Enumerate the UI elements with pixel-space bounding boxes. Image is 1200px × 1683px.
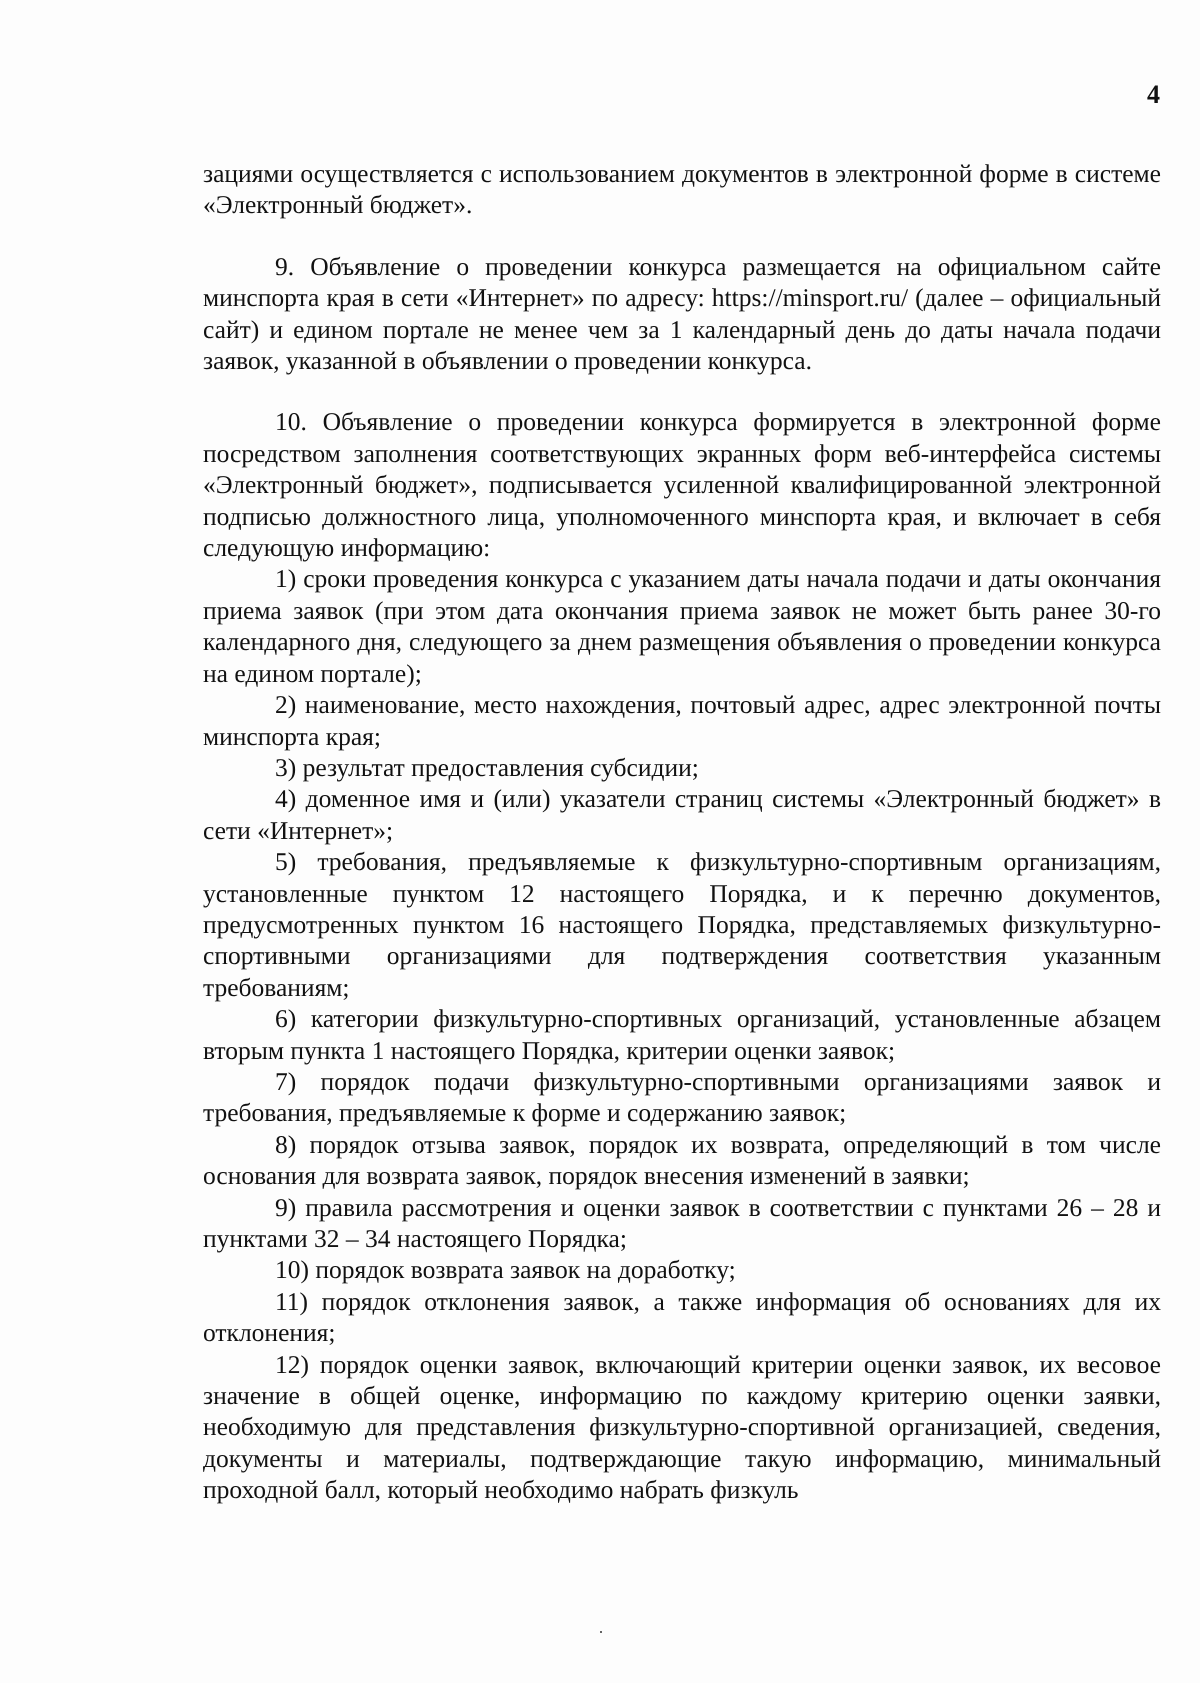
list-item-7: 7) порядок подачи физкультурно-спортивными организациями заявок и требования, предъявляемые к форме и содержанию заявок; [203,1066,1161,1128]
list-item-8: 8) порядок отзыва заявок, порядок их возврата, определяющий в том числе основания для возврата заявок, порядок внесения изменений в заявки; [203,1129,1161,1191]
list-item-9: 9) правила рассмотрения и оценки заявок в соответствии с пунктами 26 – 28 и пунктами 32 – 34 настоящего Порядка; [203,1192,1161,1253]
paragraph-clause-10: 10. Объявление о проведении конкурса формируется в электронной форме посредством заполнения соответствующих экранных форм веб-интерфейса системы «Электронный бюджет», подписывается усиленной квалифицированной электронной подписью должностного лица, уполномоченного минспорта края, и включает в себя следующую информацию: [203,407,1161,563]
page-number: 4 [1147,80,1160,109]
document-body [203,158,1161,1506]
list-item-3: 3) результат предоставления субсидии; [275,752,699,782]
list-item-11: 11) порядок отклонения заявок, а также информация об основаниях для их отклонения; [203,1286,1161,1348]
scan-speck [600,1631,602,1633]
list-item-2: 2) наименование, место нахождения, почтовый адрес, адрес электронной почты минспорта края; [203,690,1161,751]
paragraph-clause-9: 9. Объявление о проведении конкурса размещается на официальном сайте минспорта края в сети «Интернет» по адресу: https://minsport.ru/ (далее – официальный сайт) и едином портале не менее чем за 1 календарный день до даты начала подачи заявок, указанной в объявлении о проведении конкурса. [203,251,1161,376]
list-item-10: 10) порядок возврата заявок на доработку; [275,1255,736,1285]
list-item-5: 5) требования, предъявляемые к физкультурно-спортивным организациям, установленные пунктом 12 настоящего Порядка, и к перечню документов, предусмотренных пунктом 16 настоящего Порядка, представляемых физкультурно-спортивными организациями для подтверждения соответствия указанным требованиям; [203,847,1161,1002]
list-item-4: 4) доменное имя и (или) указатели страниц системы «Электронный бюджет» в сети «Интернет»; [203,784,1161,845]
list-item-6: 6) категории физкультурно-спортивных организаций, установленные абзацем вторым пункта 1 настоящего Порядка, критерии оценки заявок; [203,1004,1161,1065]
paragraph-continuation: зациями осуществляется с использованием документов в электронной форме в системе «Электронный бюджет». [203,159,1161,220]
list-item-12: 12) порядок оценки заявок, включающий критерии оценки заявок, их весовое значение в общей оценке, информацию по каждому критерию оценки заявки, необходимую для представления физкультурно-спортивной организацией, сведения, документы и материалы, подтверждающие такую информацию, минимальный проходной балл, который необходимо набрать физкуль [203,1349,1161,1505]
list-item-1: 1) сроки проведения конкурса с указанием даты начала подачи и даты окончания приема заявок (при этом дата окончания приема заявок не может быть ранее 30-го календарного дня, следующего за днем размещения объявления о проведении конкурса на едином портале); [203,564,1161,688]
